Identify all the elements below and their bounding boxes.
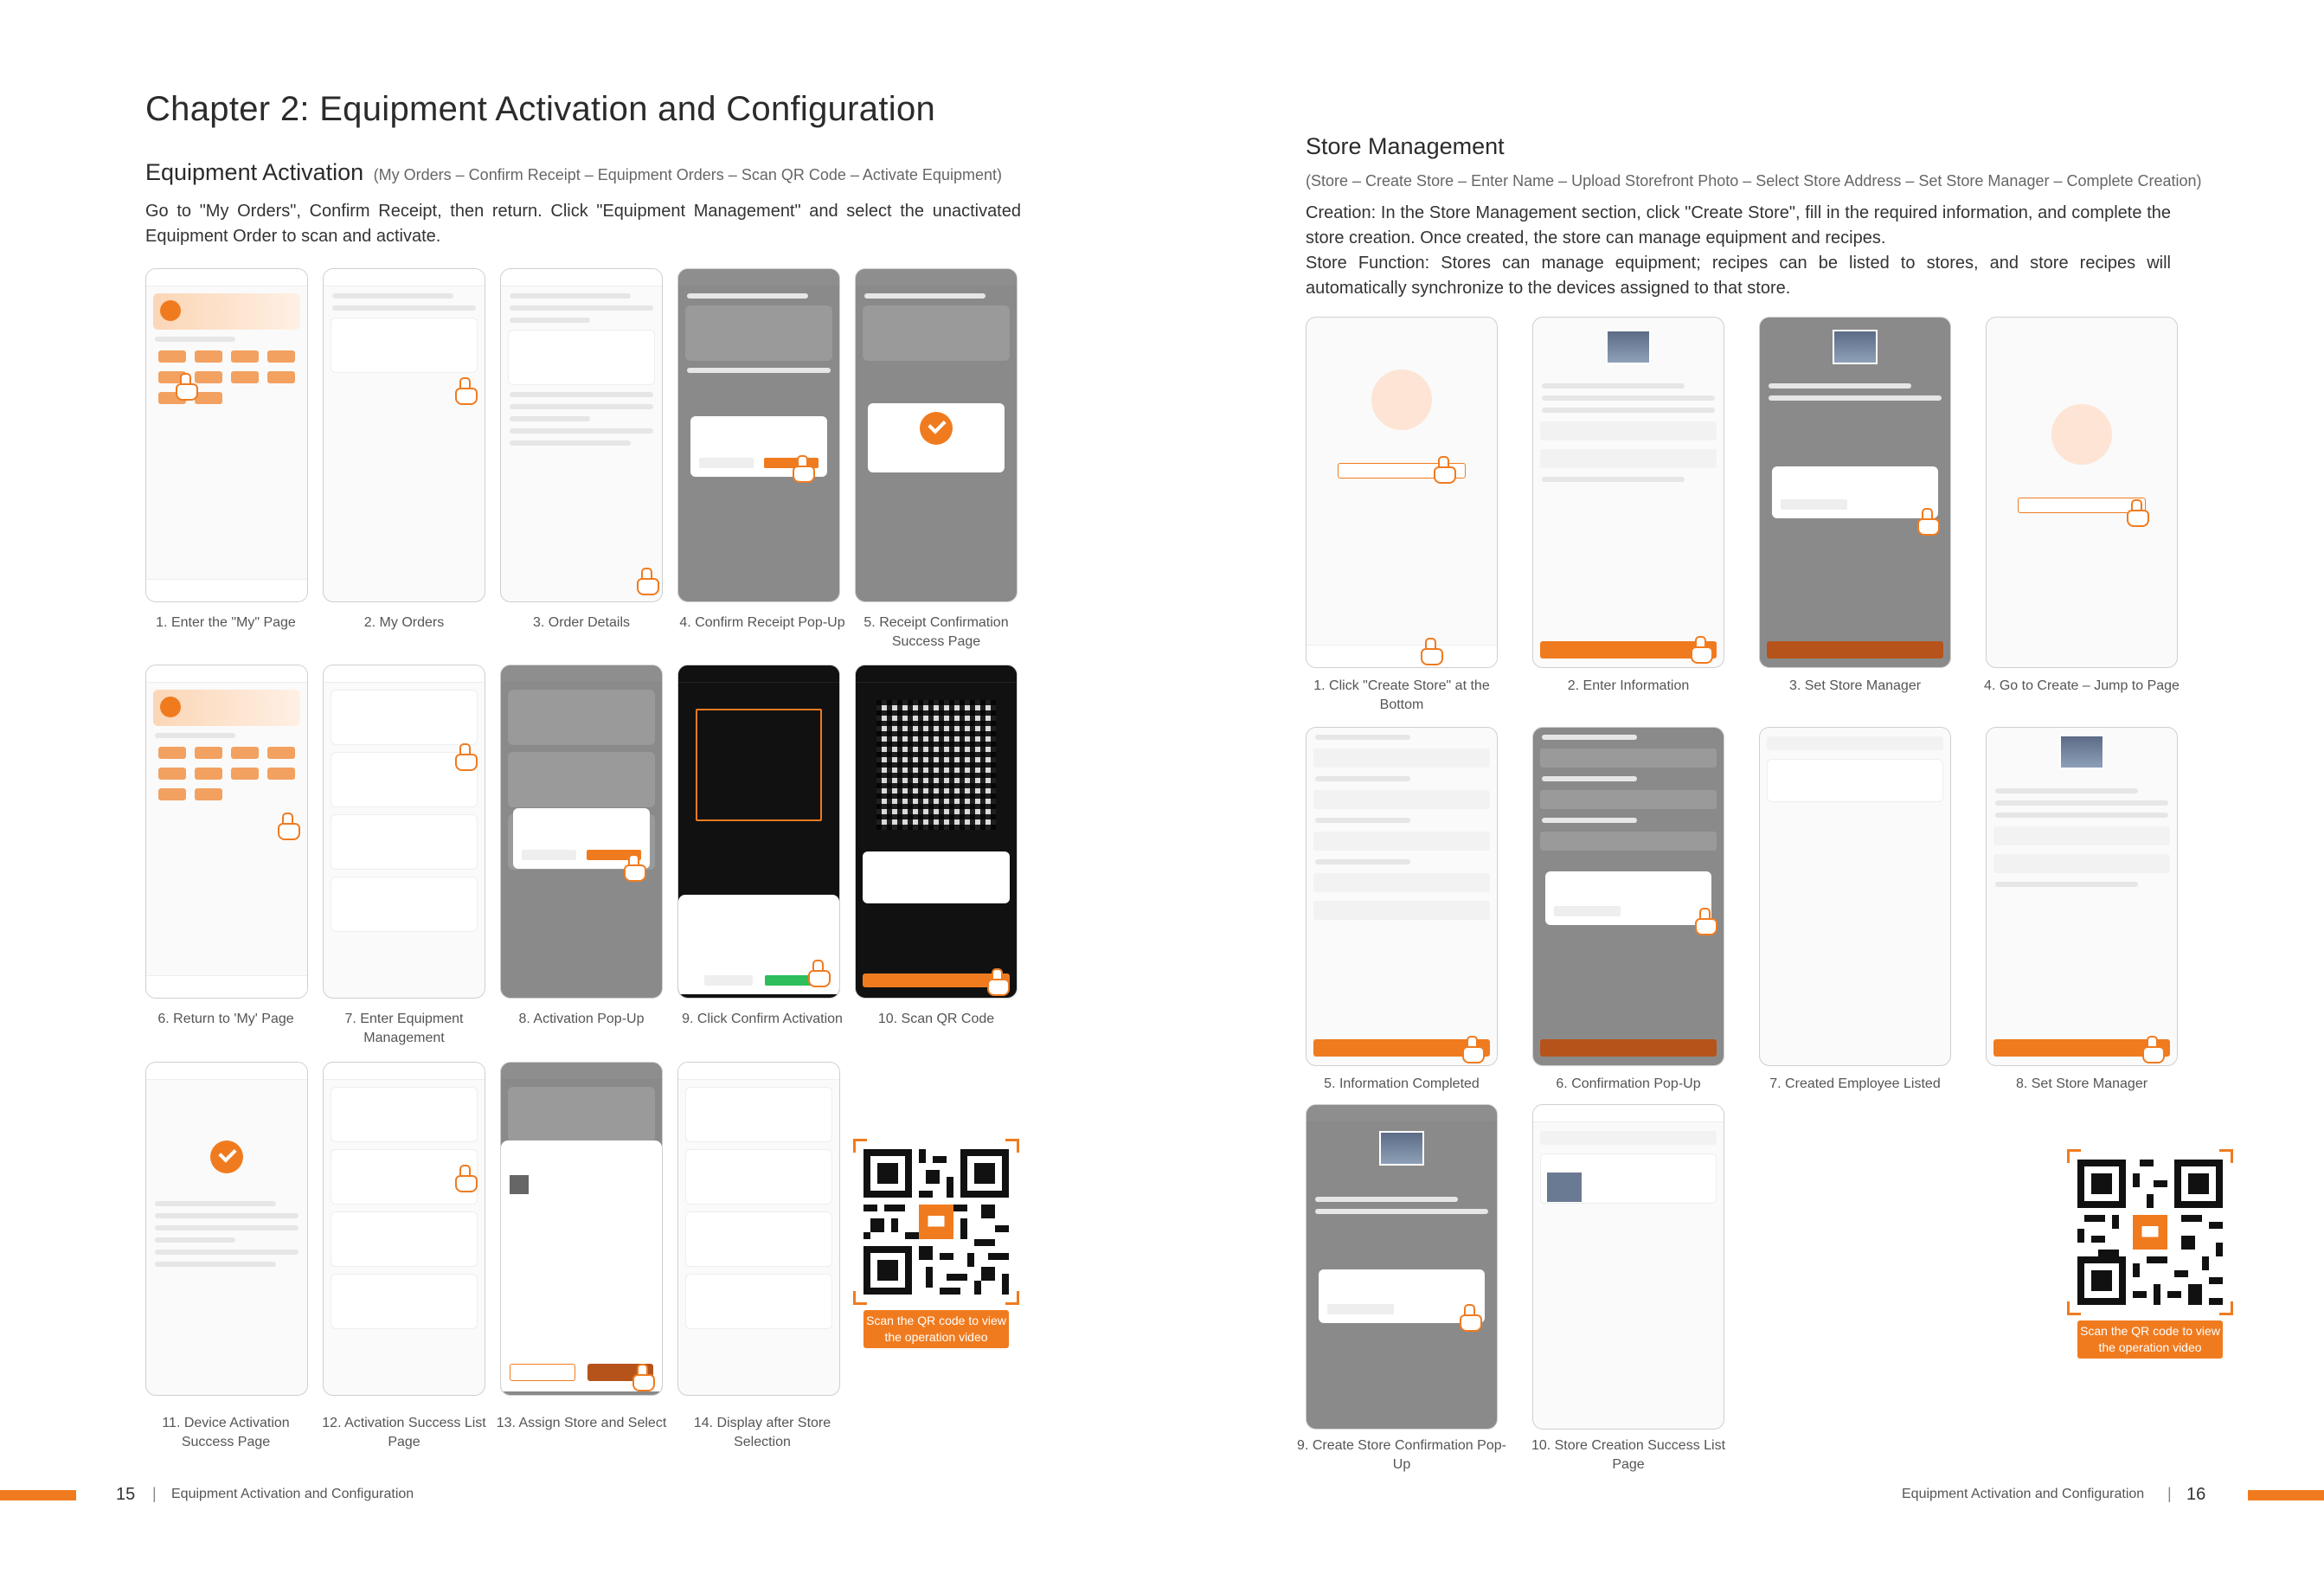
qr-video-button[interactable]: Scan the QR code to view the operation video [863,1310,1009,1348]
store-function-body: Store Function: Stores can manage equipment; recipes can be listed to stores, and store recipes will automatically synchronize to the devices assigned to that store. [1306,254,2171,298]
step-caption-4: 4. Confirm Receipt Pop-Up [679,615,845,630]
footer-text: Equipment Activation and Configuration [171,1487,414,1501]
screenshot-order-details [500,268,663,602]
footer-accent-bar [0,1490,76,1500]
step-caption-11: 11. Device Activation Success Page [162,1416,290,1449]
store-management-heading: Store Management [1306,133,1505,159]
store-step-caption-9: 9. Create Store Confirmation Pop-Up [1297,1438,1506,1472]
screenshot-confirm-activation [677,665,840,999]
screenshot-set-store-manager-2 [1986,727,2178,1066]
footer-text: Equipment Activation and Configuration [1902,1487,2145,1501]
screenshot-activation-success-list [323,1062,485,1396]
tap-hand-icon [1693,908,1716,934]
store-step-caption-3: 3. Set Store Manager [1788,678,1922,693]
footer-separator: | [152,1485,157,1502]
step-caption-3: 3. Order Details [532,615,631,630]
section-title: Equipment Activation [145,159,364,185]
step-caption-1: 1. Enter the "My" Page [156,615,296,630]
qr-code-icon[interactable] [863,1149,1009,1295]
screenshot-assign-store [500,1062,663,1396]
step-caption-14: 14. Display after Store Selection [693,1416,831,1449]
screenshot-store-creation-success [1532,1104,1724,1430]
screenshot-create-store-confirm [1306,1104,1498,1430]
step-caption-5: 5. Receipt Confirmation Success Page [863,615,1009,649]
screenshot-equipment-management [323,665,485,999]
tap-hand-icon [276,813,299,838]
section-body: Go to "My Orders", Confirm Receipt, then return. Click "Equipment Management" and select the unactivated Equipment Order to scan and activate. [145,202,1021,246]
success-check-icon [210,1140,243,1173]
screenshot-scan-qr-code [855,665,1018,999]
tap-hand-icon [174,373,196,399]
tap-hand-icon [1432,456,1454,482]
store-step-caption-7: 7. Created Employee Listed [1769,1076,1941,1091]
step-caption-7: 7. Enter Equipment Management [344,1012,464,1045]
footer-accent-bar [2248,1490,2324,1500]
page-number: 16 [2186,1485,2206,1504]
page-number: 15 [116,1485,136,1504]
tap-hand-icon [985,968,1008,994]
step-caption-6: 6. Return to 'My' Page [157,1012,294,1026]
screenshot-display-after-selection [677,1062,840,1396]
qr-video-button[interactable]: Scan the QR code to view the operation video [2077,1320,2223,1359]
tap-hand-icon [2125,499,2147,525]
screenshot-receipt-success [855,268,1018,602]
qr-code-icon[interactable] [2077,1160,2223,1305]
tap-hand-icon [631,1364,653,1390]
screenshot-go-to-create [1986,317,2178,668]
step-caption-2: 2. My Orders [363,615,445,630]
store-step-caption-5: 5. Information Completed [1324,1076,1480,1091]
tap-hand-icon [453,743,476,769]
step-caption-12: 12. Activation Success List Page [322,1416,486,1449]
tap-hand-icon [1461,1036,1483,1062]
tap-hand-icon [806,960,829,986]
store-step-caption-1: 1. Click "Create Store" at the Bottom [1313,678,1490,712]
screenshot-my-orders [323,268,485,602]
tap-hand-icon [1458,1304,1480,1330]
tap-hand-icon [453,377,476,403]
page-16 [1162,0,2324,1587]
store-step-caption-4: 4. Go to Create – Jump to Page [1984,678,2180,693]
screenshot-set-store-manager [1759,317,1951,668]
equipment-activation-heading [145,159,1002,186]
screenshot-information-completed [1306,727,1498,1066]
tap-hand-icon [2141,1036,2163,1062]
screenshot-device-activation-success [145,1062,308,1396]
screenshot-created-employee-listed [1759,727,1951,1066]
qr-code-video-left[interactable] [863,1149,1009,1348]
section-path: (My Orders – Confirm Receipt – Equipment Orders – Scan QR Code – Activate Equipment) [373,166,1002,183]
qr-code-video-right[interactable] [2077,1160,2223,1359]
success-check-icon [920,412,953,445]
screenshot-confirm-receipt-popup [677,268,840,602]
store-step-caption-10: 10. Store Creation Success List Page [1531,1438,1726,1472]
step-caption-9: 9. Click Confirm Activation [682,1012,843,1026]
tap-hand-icon [635,568,658,594]
footer-separator: | [2167,1485,2172,1502]
creation-body: Creation: In the Store Management section, click "Create Store", fill in the required information, and complete the store creation. Once created, the store can manage equipment and recipes. [1306,203,2171,247]
screenshot-enter-information [1532,317,1724,668]
step-caption-10: 10. Scan QR Code [877,1012,995,1026]
store-step-caption-2: 2. Enter Information [1567,678,1690,693]
tap-hand-icon [1689,636,1711,662]
chapter-title: Chapter 2: Equipment Activation and Configuration [145,90,936,128]
screenshot-activation-popup [500,665,663,999]
step-caption-8: 8. Activation Pop-Up [518,1012,645,1026]
screenshot-confirmation-popup [1532,727,1724,1066]
tap-hand-icon [453,1165,476,1191]
screenshot-return-my-page [145,665,308,999]
tap-hand-icon [1419,638,1441,664]
section-path: (Store – Create Store – Enter Name – Upload Storefront Photo – Select Store Address – Set Store Manager – Complete Creation) [1306,172,2202,190]
tap-hand-icon [1916,508,1938,534]
tap-hand-icon [622,854,645,880]
screenshot-create-store-empty [1306,317,1498,668]
step-caption-13: 13. Assign Store and Select [496,1416,667,1430]
screenshot-my-page [145,268,308,602]
store-step-caption-8: 8. Set Store Manager [2015,1076,2148,1091]
store-step-caption-6: 6. Confirmation Pop-Up [1556,1076,1701,1091]
tap-hand-icon [791,455,813,481]
